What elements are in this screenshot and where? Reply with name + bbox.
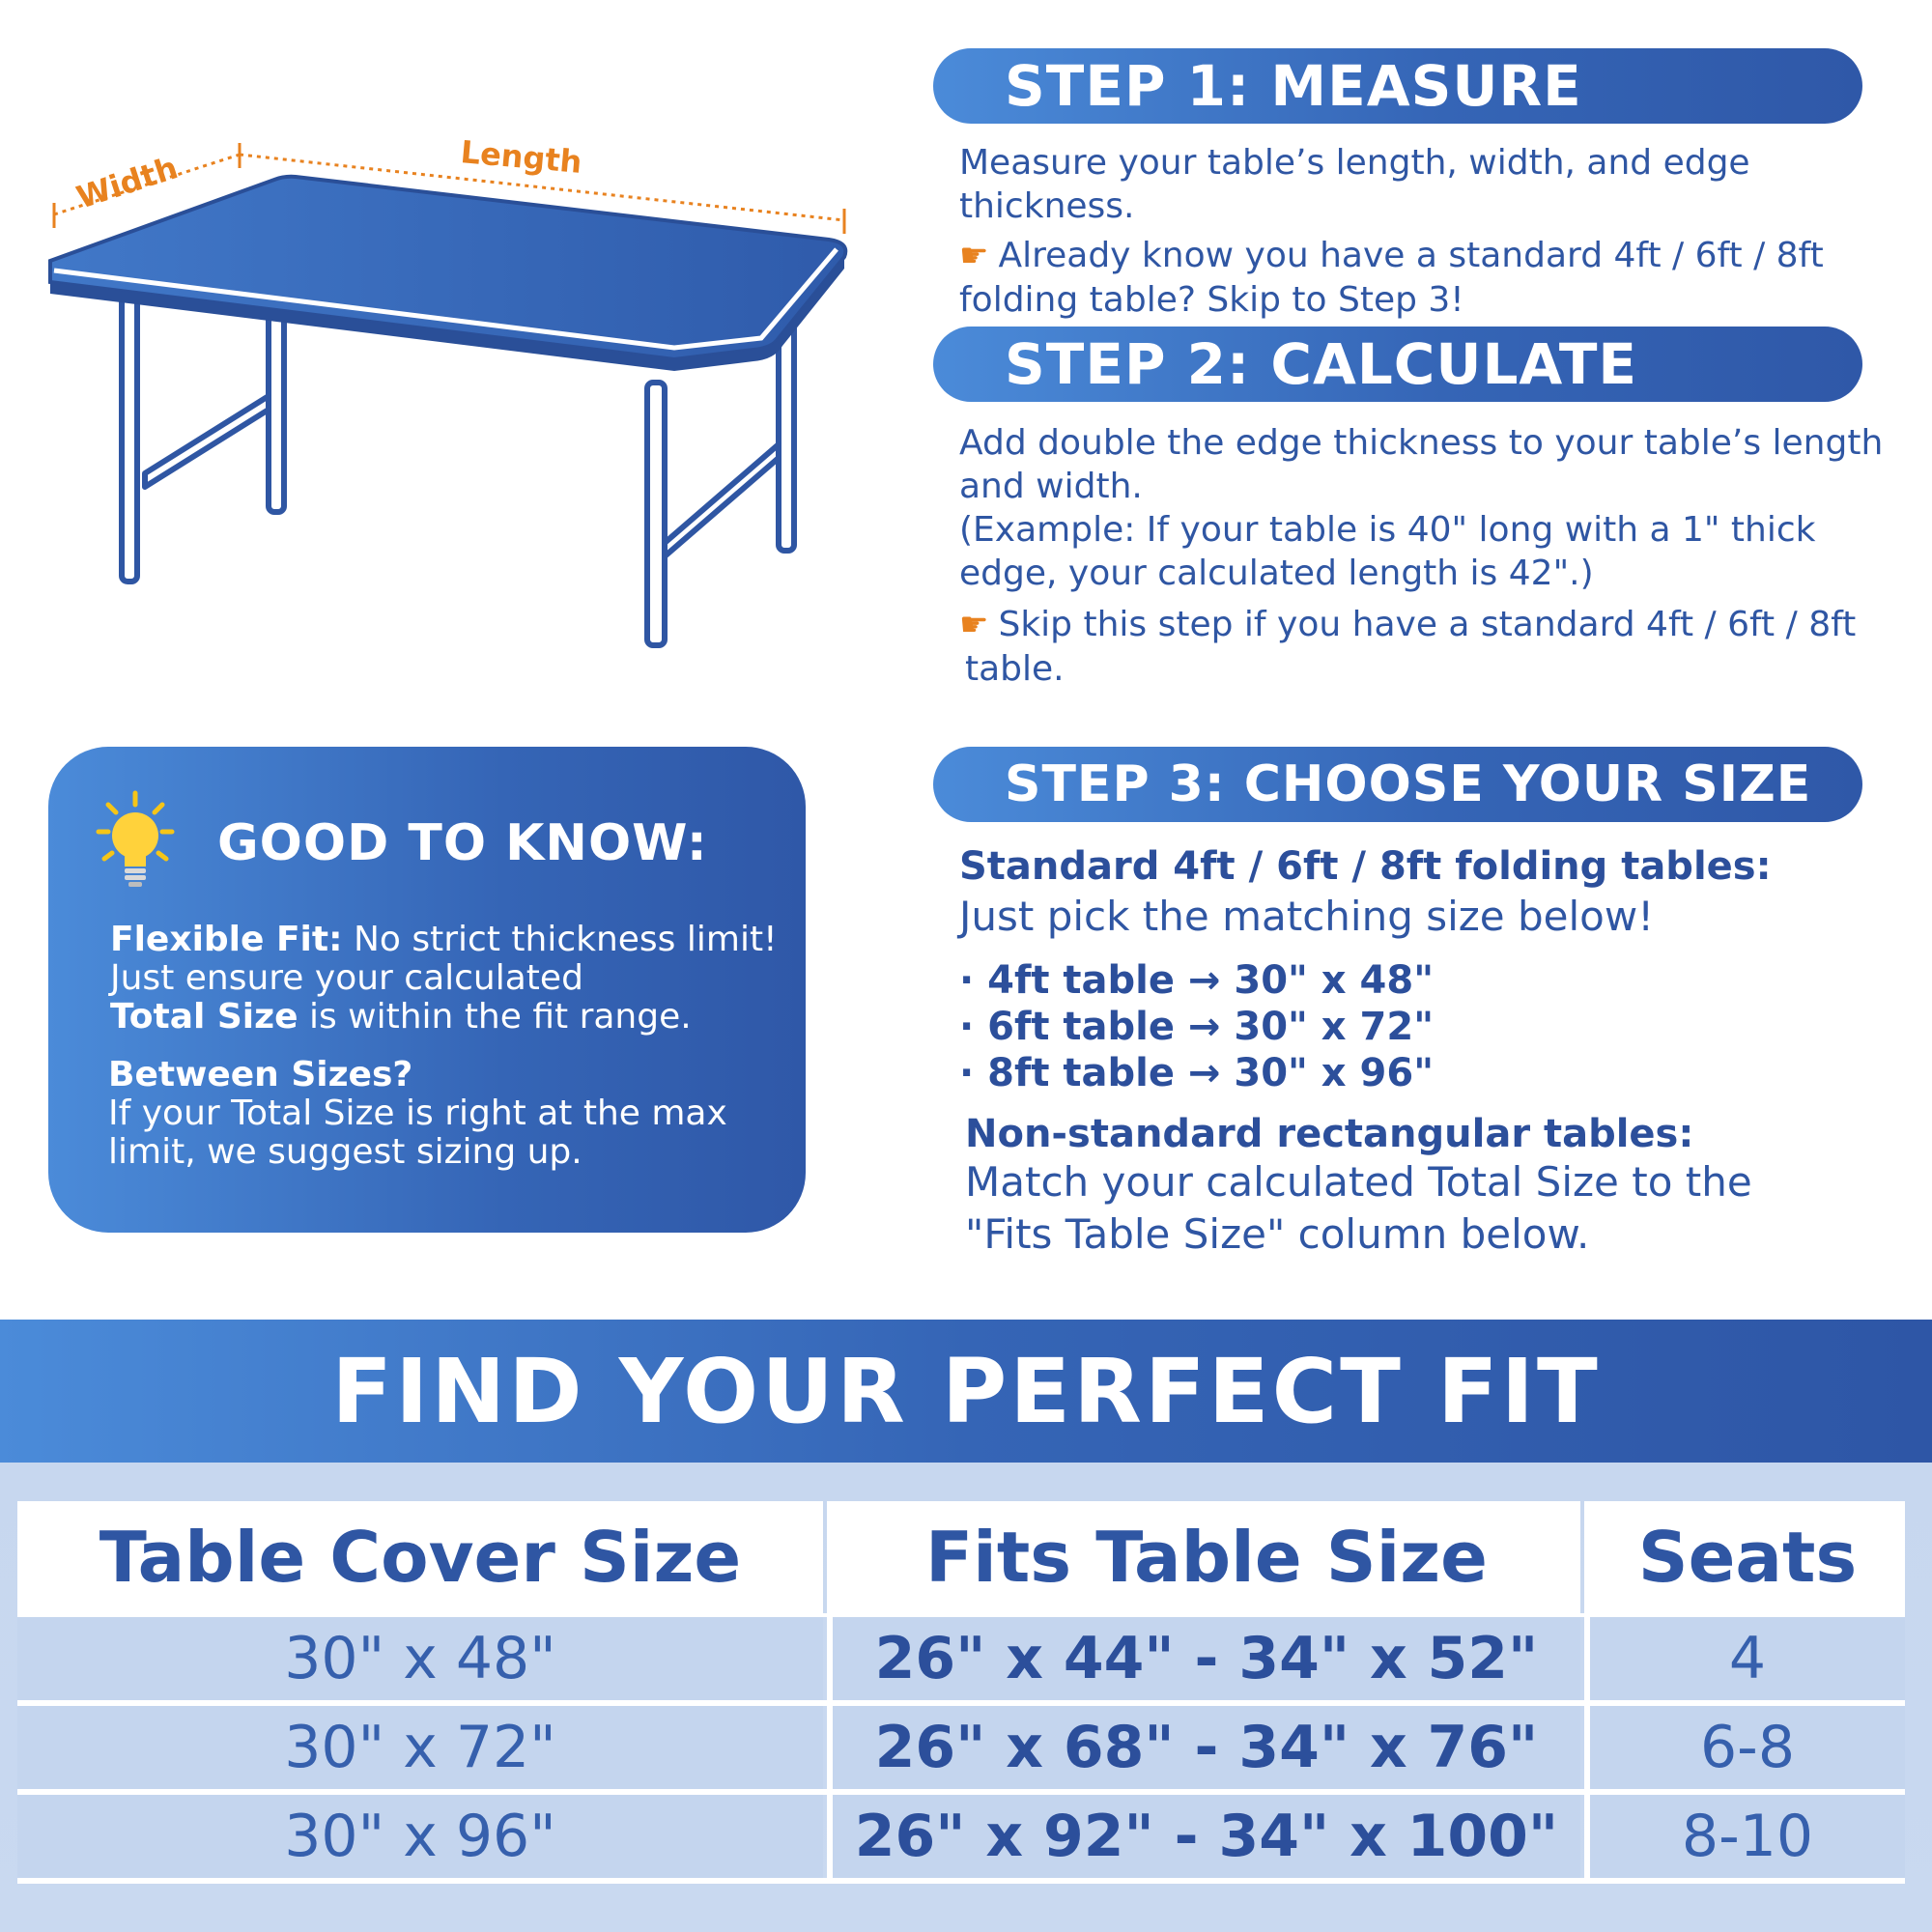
row-divider xyxy=(17,1789,1905,1795)
nonstandard-tables-heading: Non-standard rectangular tables: xyxy=(965,1112,1694,1156)
step-2-header xyxy=(933,327,1862,402)
between-sizes-text xyxy=(108,1056,727,1172)
table-illustration xyxy=(39,126,860,667)
lightbulb-icon xyxy=(95,787,182,894)
standard-tables-text: Just pick the matching size below! xyxy=(959,893,1655,940)
flexible-fit-line: Just ensure your calculated xyxy=(110,958,583,998)
table-brace xyxy=(665,444,779,556)
row-divider xyxy=(17,1878,1905,1884)
row-divider xyxy=(17,1613,1905,1617)
flexible-fit-desc: No strict thickness limit! xyxy=(342,920,778,959)
length-label: Length xyxy=(459,133,583,181)
column-divider xyxy=(1584,1501,1590,1884)
list-item: · 8ft table → 30" x 96" xyxy=(959,1051,1435,1095)
step-2-line: edge, your calculated length is 42".) xyxy=(959,554,1594,593)
table-cell: 26" x 44" - 34" x 52" xyxy=(833,1617,1580,1700)
step-1-header xyxy=(933,48,1862,124)
column-header: Table Cover Size xyxy=(17,1501,823,1613)
pointing-hand-icon: ☛ xyxy=(959,237,989,275)
good-to-know-box xyxy=(48,747,806,1233)
step-2-line: (Example: If your table is 40" long with a 1" thick xyxy=(959,510,1816,550)
column-header: Seats xyxy=(1590,1501,1905,1613)
pointing-hand-icon: ☛ xyxy=(959,606,989,644)
column-divider xyxy=(827,1501,833,1884)
table-cell: 4 xyxy=(1590,1617,1905,1700)
table-leg xyxy=(647,383,665,645)
table-cell: 6-8 xyxy=(1590,1706,1905,1789)
table-cell: 26" x 92" - 34" x 100" xyxy=(833,1795,1580,1878)
column-header: Fits Table Size xyxy=(833,1501,1580,1613)
list-item-size: 30" x 48" xyxy=(1234,958,1435,1003)
good-to-know-title: GOOD TO KNOW: xyxy=(217,814,708,872)
list-item-size: 30" x 96" xyxy=(1234,1051,1435,1095)
table-leg xyxy=(122,292,137,582)
flexible-fit-label: Flexible Fit: xyxy=(110,920,343,959)
flexible-fit-line: is within the fit range. xyxy=(298,997,692,1037)
list-item: · 4ft table → 30" x 48" xyxy=(959,958,1435,1003)
step-2-line: Add double the edge thickness to your table’s length xyxy=(959,423,1884,463)
between-sizes-label: Between Sizes? xyxy=(108,1055,413,1094)
list-item-table: 6ft table xyxy=(987,1005,1175,1049)
row-divider xyxy=(17,1700,1905,1706)
step-3-header xyxy=(933,747,1862,822)
list-item-size: 30" x 72" xyxy=(1234,1005,1435,1049)
table-cell: 8-10 xyxy=(1590,1795,1905,1878)
list-item-table: 8ft table xyxy=(987,1051,1175,1095)
step-1-title: STEP 1: MEASURE xyxy=(1005,53,1582,119)
step-1-line: folding table? Skip to Step 3! xyxy=(959,280,1464,320)
nonstandard-line: "Fits Table Size" column below. xyxy=(965,1210,1590,1258)
step-1-line: Already know you have a standard 4ft / 6ft / 8ft xyxy=(998,236,1824,275)
step-2-text xyxy=(959,421,1887,691)
step-2-line: and width. xyxy=(959,467,1143,506)
table-cell: 26" x 68" - 34" x 76" xyxy=(833,1706,1580,1789)
table-leg xyxy=(779,323,794,551)
table-leg xyxy=(269,311,284,512)
table-cell: 30" x 72" xyxy=(17,1706,823,1789)
step-1-line: Measure your table’s length, width, and edge thickness. xyxy=(959,143,1750,226)
nonstandard-line: Match your calculated Total Size to the xyxy=(965,1158,1752,1206)
step-3-body xyxy=(959,844,1887,1261)
total-size-label: Total Size xyxy=(110,997,298,1037)
step-2-title: STEP 2: CALCULATE xyxy=(1005,331,1637,397)
width-label: Width xyxy=(71,149,183,216)
standard-size-list xyxy=(959,957,1887,1096)
flexible-fit-text xyxy=(110,921,778,1037)
table-cell: 30" x 96" xyxy=(17,1795,823,1878)
list-item: · 6ft table → 30" x 72" xyxy=(959,1005,1435,1049)
between-sizes-line: If your Total Size is right at the max xyxy=(108,1094,727,1133)
step-1-text xyxy=(959,141,1887,322)
table-brace xyxy=(145,396,269,487)
table-cell: 30" x 48" xyxy=(17,1617,823,1700)
step-2-line: Skip this step if you have a standard 4ft / 6ft / 8ft xyxy=(998,605,1857,644)
list-item-table: 4ft table xyxy=(987,958,1175,1003)
banner-title: FIND YOUR PERFECT FIT xyxy=(331,1339,1601,1443)
step-2-line: table. xyxy=(965,649,1065,689)
standard-tables-heading: Standard 4ft / 6ft / 8ft folding tables: xyxy=(959,844,1772,889)
size-table xyxy=(0,1463,1932,1932)
between-sizes-line: limit, we suggest sizing up. xyxy=(108,1132,582,1172)
fit-banner xyxy=(0,1320,1932,1463)
step-3-title: STEP 3: CHOOSE YOUR SIZE xyxy=(1005,755,1812,813)
